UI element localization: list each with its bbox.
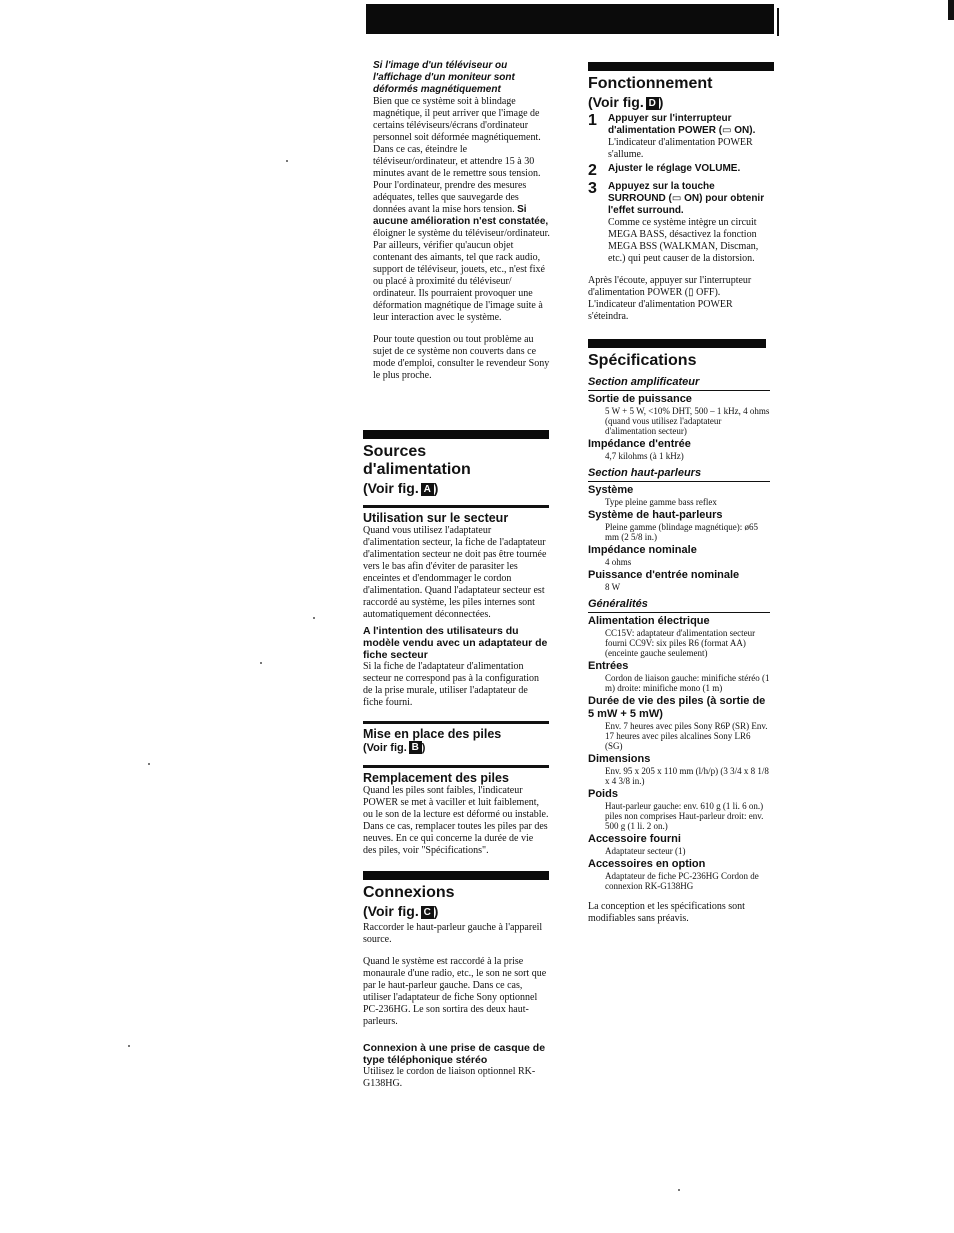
spec-value: Env. 95 x 205 x 110 mm (l/h/p) (3 3/4 x 8 1/8 x 4 3/8 in.) — [605, 766, 769, 786]
spec-label: Impédance d'entrée — [588, 438, 691, 450]
spec-label: Dimensions — [588, 753, 651, 765]
scan-speck — [286, 160, 288, 162]
casque-title: Connexion à une prise de casque de type téléphonique stéréo — [363, 1042, 546, 1066]
remplacement-title: Remplacement des piles — [363, 765, 549, 785]
spec-section-hp: Section haut-parleurs — [588, 467, 770, 482]
spec-value: Cordon de liaison gauche: minifiche stéréo (1 m) droite: minifiche mono (1 m) — [605, 673, 770, 693]
spec-label: Système de haut-parleurs — [588, 509, 723, 521]
spec-label: Durée de vie des piles (à sortie de 5 mW + 5 mW) — [588, 695, 766, 720]
section-bar — [363, 871, 549, 880]
spec-label: Système — [588, 484, 634, 496]
spec-value: 4,7 kilohms (à 1 kHz) — [605, 451, 684, 461]
step-3: 3 Appuyez sur la touche SURROUND (▭ ON) pour obtenir l'effet surround. Comme ce système intègre un circuit MEGA BASS, désactivez la fonction MEGA BSS (WALKMAN, Discman, etc.) qui peut causer de la distorsion. — [588, 180, 765, 264]
spec-label: Impédance nominale — [588, 544, 697, 556]
remplacement-body: Quand les piles sont faibles, l'indicateur POWER se met à vaciller et luit faiblement, ou le son de la lecture est déformé ou instable. Dans ce cas, remplacer toutes les piles par des neuves. En ce qui concerne la durée de vie des piles, voir "Spécifications". — [363, 785, 549, 856]
question-note: Pour toute question ou tout problème au sujet de ce système non couverts dans ce mode d'emploi, consulter le revendeur Sony le plus proche. — [373, 334, 550, 381]
connexions-title: Connexions (Voir fig. C ) — [363, 884, 455, 919]
header-bar — [366, 4, 774, 34]
secteur-title: Utilisation sur le secteur — [363, 505, 549, 525]
specs-footer: La conception et les spécifications sont modifiables sans préavis. — [588, 901, 745, 924]
spec-label: Alimentation électrique — [588, 615, 710, 627]
connexions-body2: Quand le système est raccordé à la prise monaurale d'une radio, etc., le son ne sort que par le haut-parleur gauche. Dans ce cas, utiliser l'adaptateur de fiche Sony optionnel PC-236HG. Le son sortira des deux haut-parleurs. — [363, 956, 547, 1027]
scan-speck — [148, 763, 150, 765]
tv-body: Bien que ce système soit à blindage magnétique, il peut arriver que l'image de certains téléviseurs/écrans d'ordinateur personnel soit déformée magnétiquement. Dans ce cas, éteindre le téléviseur/ordinateur, et attendre 15 à 30 minutes avant de le remettre sous tension. Pour l'ordinateur, prendre des mesures adéquates, telles que sauvegarde des données avant la mise hors tension. Si aucune amélioration n'est constatée, éloigner le système du téléviseur/ordinateur. Par ailleurs, vérifier qu'aucun objet contenant des aimants, tel que rack audio, support de téléviseur, jouets, etc., n'est fixé ou placé à proximité du téléviseur/ ordinateur. Ils pourraient provoquer une déformation magnétique de l'image suite à leur interaction avec le système. — [373, 96, 550, 323]
spec-label: Sortie de puissance — [588, 393, 692, 405]
spec-value: 5 W + 5 W, <10% DHT, 500 – 1 kHz, 4 ohms (quand vous utilisez l'adaptateur d'alimentation secteur) — [605, 406, 770, 436]
piles-title: Mise en place des piles (Voir fig. B ) — [363, 721, 549, 755]
left-column-lower — [363, 430, 549, 1090]
spec-section-amp: Section amplificateur — [588, 376, 770, 391]
casque-body: Utilisez le cordon de liaison optionnel RK-G138HG. — [363, 1066, 536, 1089]
spec-value: 8 W — [605, 582, 621, 592]
header-rule — [777, 8, 779, 36]
spec-section-general: Généralités — [588, 598, 770, 613]
scan-speck — [678, 1189, 680, 1191]
spec-label: Accessoire fourni — [588, 833, 681, 845]
scan-speck — [313, 617, 315, 619]
spec-value: Adaptateur de fiche PC-236HG Cordon de connexion RK-G138HG — [605, 871, 759, 891]
section-bar — [588, 339, 766, 348]
spec-value: Adaptateur secteur (1) — [605, 846, 686, 856]
tv-heading: Si l'image d'un téléviseur ou l'affichage d'un moniteur sont déformés magnétiquement — [373, 60, 515, 95]
spec-value: Haut-parleur gauche: env. 610 g (1 li. 6 on.) piles non comprises Haut-parleur droit: env. 500 g (1 li. 2 on.) — [605, 801, 764, 831]
specs-title: Spécifications — [588, 352, 697, 369]
scan-speck — [260, 662, 262, 664]
step-2: 2 Ajuster le réglage VOLUME. — [588, 162, 741, 179]
after-use-note: Après l'écoute, appuyer sur l'interrupteur d'alimentation POWER (▯ OFF). L'indicateur d'alimentation POWER s'éteindra. — [588, 275, 752, 322]
fonctionnement-title: Fonctionnement (Voir fig. D ) — [588, 75, 713, 110]
fig-c-icon: C — [421, 906, 434, 919]
fig-d-icon: D — [646, 97, 659, 110]
intention-title: A l'intention des utilisateurs du modèle vendu avec un adaptateur de fiche secteur — [363, 625, 548, 661]
spec-label: Accessoires en option — [588, 858, 706, 870]
sources-title: Sources d'alimentation (Voir fig. A ) — [363, 443, 471, 496]
section-bar — [363, 430, 549, 439]
spec-value: Pleine gamme (blindage magnétique): ø65 mm (2 5/8 in.) — [605, 522, 758, 542]
spec-label: Puissance d'entrée nominale — [588, 569, 740, 581]
spec-label: Poids — [588, 788, 618, 800]
fig-b-icon: B — [409, 741, 422, 754]
tv-interference-section — [373, 60, 553, 382]
spec-label: Entrées — [588, 660, 629, 672]
fig-a-icon: A — [421, 483, 434, 496]
spec-value: Env. 7 heures avec piles Sony R6P (SR) Env. 17 heures avec piles alcalines Sony LR6 (SG) — [605, 721, 768, 751]
scan-speck — [128, 1045, 130, 1047]
secteur-body: Quand vous utilisez l'adaptateur d'alimentation secteur, la fiche de l'adaptateur d'alimentation secteur ne doit pas être tournée vers le bas afin d'éviter de parasiter les enceintes et d'endommager le cordon d'alimentation. Quand l'adaptateur secteur est raccordé au système, les piles internes sont automatiquement déconnectées. — [363, 525, 547, 620]
edge-mark — [948, 0, 954, 20]
connexions-body1: Raccorder le haut-parleur gauche à l'appareil source. — [363, 922, 543, 945]
right-column — [588, 62, 770, 925]
step-1: 1 Appuyer sur l'interrupteur d'alimentation POWER (▭ ON). L'indicateur d'alimentation POWER s'allume. — [588, 112, 756, 160]
spec-value: CC15V: adaptateur d'alimentation secteur fourni CC9V: six piles R6 (format AA) (enceinte gauche seulement) — [605, 628, 756, 658]
spec-value: 4 ohms — [605, 557, 632, 567]
intention-body: Si la fiche de l'adaptateur d'alimentation secteur ne correspond pas à la configuration de la prise murale, utiliser l'adaptateur de fiche fourni. — [363, 661, 540, 708]
section-bar — [588, 62, 774, 71]
spec-value: Type pleine gamme bass reflex — [605, 497, 717, 507]
